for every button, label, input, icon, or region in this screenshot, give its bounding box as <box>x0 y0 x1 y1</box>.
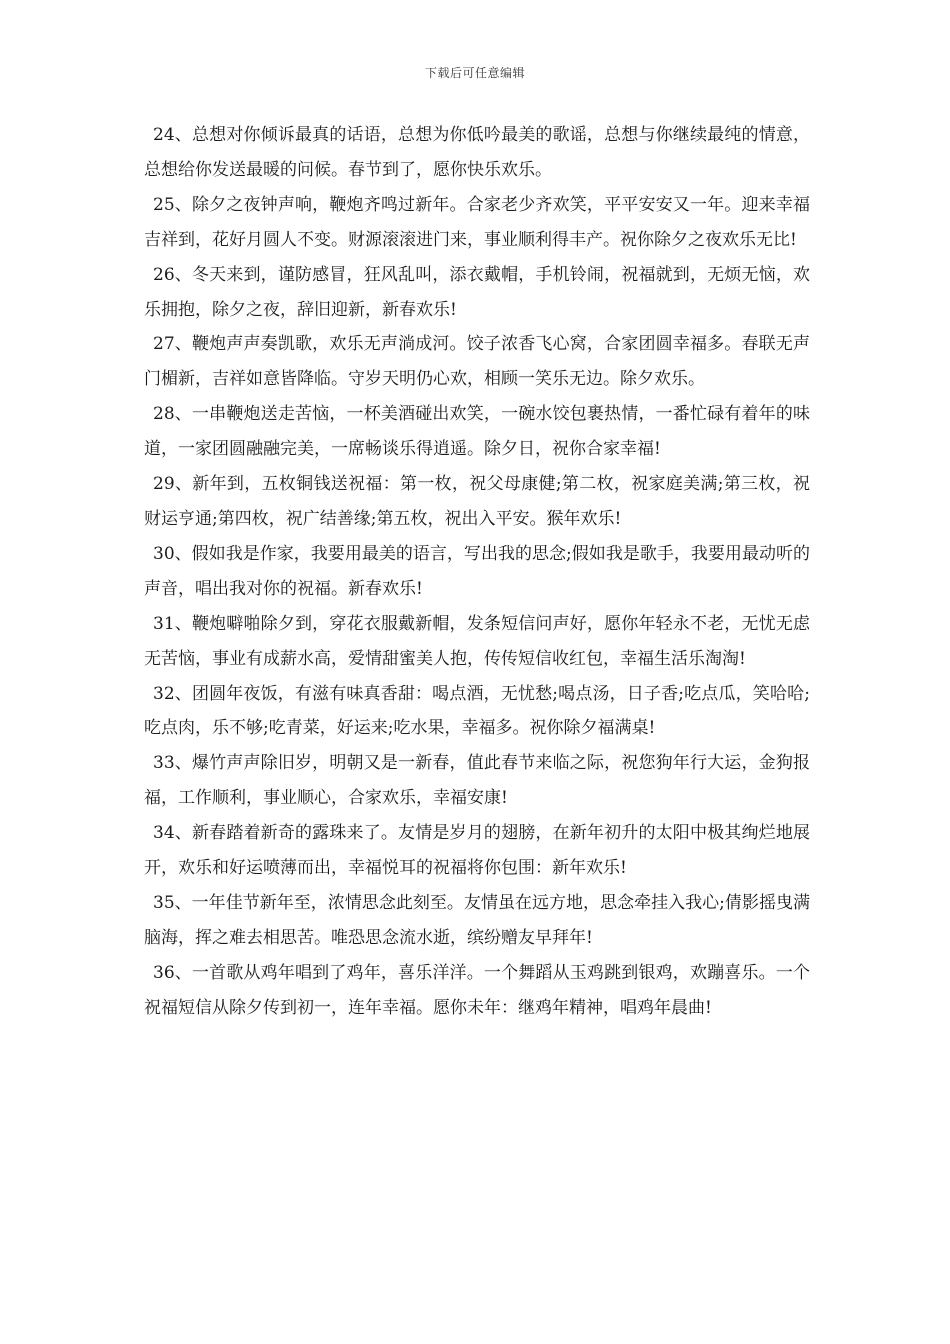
paragraph-25: 25、除夕之夜钟声响，鞭炮齐鸣过新年。合家老少齐欢笑，平平安安又一年。迎来幸福吉祥到，花好月圆人不变。财源滚滚进门来，事业顺利得丰产。祝你除夕之夜欢乐无比! <box>144 194 810 250</box>
paragraph-34: 34、新春踏着新奇的露珠来了。友情是岁月的翅膀，在新年初升的太阳中极其绚烂地展开，欢乐和好运喷薄而出，幸福悦耳的祝福将你包围：新年欢乐! <box>144 823 810 879</box>
document-body <box>144 118 810 1026</box>
paragraph-26: 26、冬天来到，谨防感冒，狂风乱叫，添衣戴帽，手机铃闹，祝福就到，无烦无恼，欢乐拥抱，除夕之夜，辞旧迎新，新春欢乐! <box>144 264 810 320</box>
paragraph-31: 31、鞭炮噼啪除夕到，穿花衣服戴新帽，发条短信问声好，愿你年轻永不老，无忧无虑无苦恼，事业有成薪水高，爱情甜蜜美人抱，传传短信收红包，幸福生活乐淘淘! <box>144 613 810 669</box>
paragraph-35: 35、一年佳节新年至，浓情思念此刻至。友情虽在远方地，思念牵挂入我心;倩影摇曳满脑海，挥之难去相思苦。唯恐思念流水逝，缤纷赠友早拜年! <box>144 892 810 948</box>
page-header-note: 下载后可任意编辑 <box>424 66 525 80</box>
paragraph-33: 33、爆竹声声除旧岁，明朝又是一新春，值此春节来临之际，祝您狗年行大运，金狗报福，工作顺利，事业顺心，合家欢乐，幸福安康! <box>144 753 810 809</box>
paragraph-24: 24、总想对你倾诉最真的话语，总想为你低吟最美的歌谣，总想与你继续最纯的情意，总想给你发送最暖的问候。春节到了，愿你快乐欢乐。 <box>144 125 810 180</box>
paragraph-32: 32、团圆年夜饭，有滋有味真香甜：喝点酒，无忧愁;喝点汤，日子香;吃点瓜，笑哈哈;吃点肉，乐不够;吃青菜，好运来;吃水果，幸福多。祝你除夕福满桌! <box>144 683 810 739</box>
paragraph-28: 28、一串鞭炮送走苦恼，一杯美酒碰出欢笑，一碗水饺包裹热情，一番忙碌有着年的味道，一家团圆融融完美，一席畅谈乐得逍遥。除夕日，祝你合家幸福! <box>144 404 810 460</box>
paragraph-30: 30、假如我是作家，我要用最美的语言，写出我的思念;假如我是歌手，我要用最动听的声音，唱出我对你的祝福。新春欢乐! <box>144 543 810 599</box>
paragraph-36: 36、一首歌从鸡年唱到了鸡年，喜乐洋洋。一个舞蹈从玉鸡跳到银鸡，欢蹦喜乐。一个祝福短信从除夕传到初一，连年幸福。愿你未年：继鸡年精神，唱鸡年晨曲! <box>144 962 810 1018</box>
paragraph-29: 29、新年到，五枚铜钱送祝福：第一枚，祝父母康健;第二枚，祝家庭美满;第三枚，祝财运亨通;第四枚，祝广结善缘;第五枚，祝出入平安。猴年欢乐! <box>144 474 810 529</box>
paragraph-27: 27、鞭炮声声奏凯歌，欢乐无声淌成河。饺子浓香飞心窝，合家团圆幸福多。春联无声门楣新，吉祥如意皆降临。守岁天明仍心欢，相顾一笑乐无边。除夕欢乐。 <box>144 334 810 390</box>
